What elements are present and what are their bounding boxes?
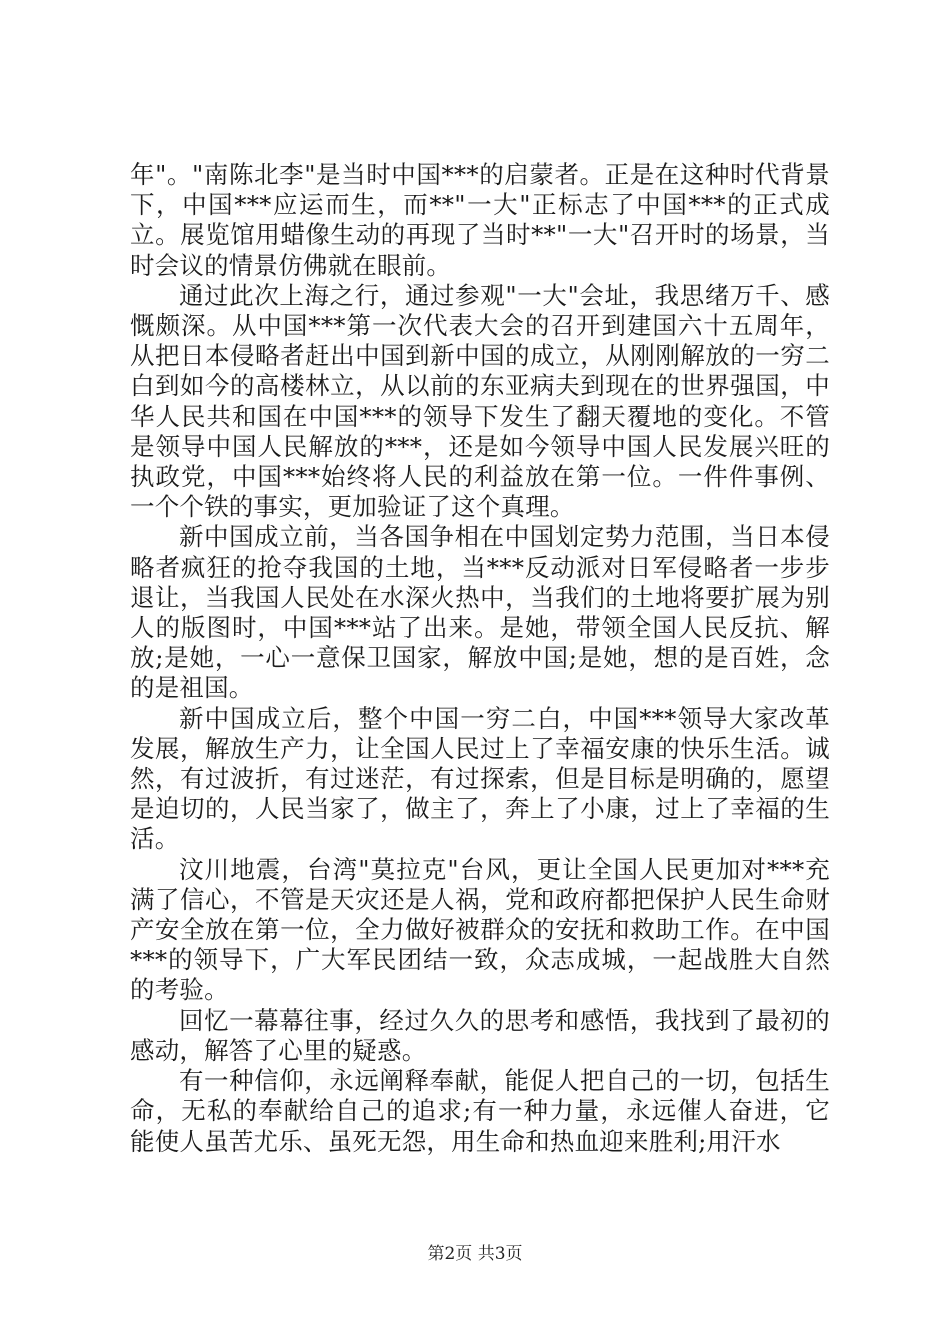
paragraph-3: 新中国成立前，当各国争相在中国划定势力范围，当日本侵略者疯狂的抢夺我国的土地，当***反动派对日军侵略者一步步退让，当我国人民处在水深火热中，当我们的土地将要扩展为别人的版图时，中国***站了出来。是她，带领全国人民反抗、解放;是她，一心一意保卫国家，解放中国;是她，想的是百姓，念的是祖国。 xyxy=(130,522,830,703)
paragraph-7: 有一种信仰，永远阐释奉献，能促人把自己的一切，包括生命，无私的奉献给自己的追求;有一种力量，永远催人奋进，它能使人虽苦尤乐、虽死无怨，用生命和热血迎来胜利;用汗水 xyxy=(130,1066,830,1156)
paragraph-1: 年"。"南陈北李"是当时中国***的启蒙者。正是在这种时代背景下，中国***应运而生，而**"一大"正标志了中国***的正式成立。展览馆用蜡像生动的再现了当时**"一大"召开时的场景，当时会议的情景仿佛就在眼前。 xyxy=(130,160,830,280)
paragraph-2: 通过此次上海之行，通过参观"一大"会址，我思绪万千、感慨颇深。从中国***第一次代表大会的召开到建国六十五周年，从把日本侵略者赶出中国到新中国的成立，从刚刚解放的一穷二白到如今的高楼林立，从以前的东亚病夫到现在的世界强国，中华人民共和国在中国***的领导下发生了翻天覆地的变化。不管是领导中国人民解放的***，还是如今领导中国人民发展兴旺的执政党，中国***始终将人民的利益放在第一位。一件件事例、一个个铁的事实，更加验证了这个真理。 xyxy=(130,280,830,522)
page-number-footer: 第2页 共3页 xyxy=(427,1244,523,1264)
paragraph-4: 新中国成立后，整个中国一穷二白，中国***领导大家改革发展，解放生产力，让全国人民过上了幸福安康的快乐生活。诚然，有过波折，有过迷茫，有过探索，但是目标是明确的，愿望是迫切的，人民当家了，做主了，奔上了小康，过上了幸福的生活。 xyxy=(130,703,830,854)
document-body xyxy=(130,160,830,1157)
paragraph-6: 回忆一幕幕往事，经过久久的思考和感悟，我找到了最初的感动，解答了心里的疑惑。 xyxy=(130,1005,830,1065)
paragraph-5: 汶川地震，台湾"莫拉克"台风，更让全国人民更加对***充满了信心，不管是天灾还是人祸，党和政府都把保护人民生命财产安全放在第一位，全力做好被群众的安抚和救助工作。在中国***的领导下，广大军民团结一致，众志成城，一起战胜大自然的考验。 xyxy=(130,854,830,1005)
